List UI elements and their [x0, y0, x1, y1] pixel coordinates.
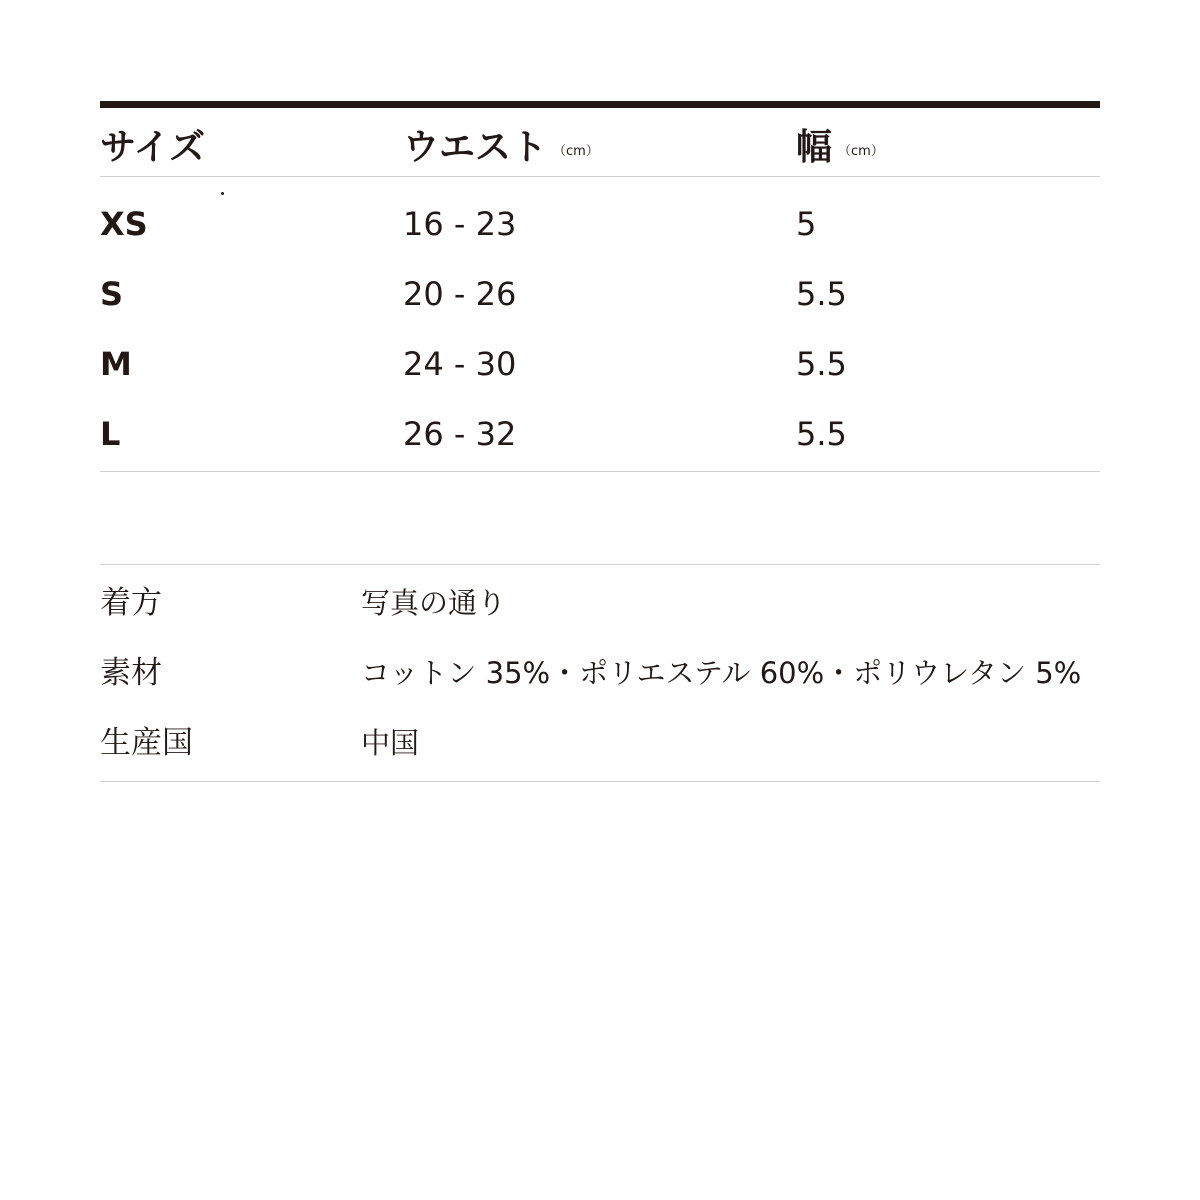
info-value: コットン 35%・ポリエステル 60%・ポリウレタン 5% — [361, 656, 1082, 690]
row-size: L — [100, 415, 121, 453]
header-size-label: サイズ — [100, 127, 206, 168]
stray-dot — [221, 192, 224, 195]
size-table-header — [100, 108, 1100, 177]
row-width: 5.5 — [796, 275, 847, 313]
header-size — [100, 124, 205, 172]
row-waist: 16 - 23 — [403, 205, 517, 243]
table-row — [100, 189, 1100, 259]
size-table — [100, 101, 1100, 472]
size-table-body — [100, 177, 1100, 472]
info-label: 生産国 — [100, 725, 193, 761]
row-waist: 24 - 30 — [403, 345, 517, 383]
info-label: 着方 — [100, 585, 162, 621]
info-table — [100, 564, 1100, 782]
header-width-unit: （cm） — [838, 144, 884, 159]
row-width: 5 — [796, 205, 817, 243]
table-row — [100, 259, 1100, 329]
table-top-rule — [100, 101, 1100, 108]
row-waist: 20 - 26 — [403, 275, 517, 313]
row-waist: 26 - 32 — [403, 415, 517, 453]
header-waist-label: ウエスト — [403, 127, 548, 168]
row-width: 5.5 — [796, 415, 847, 453]
header-waist — [403, 124, 599, 176]
header-width — [796, 124, 884, 176]
row-size: S — [100, 275, 124, 313]
header-width-label: 幅 — [796, 127, 833, 168]
row-size: XS — [100, 205, 148, 243]
info-row — [100, 568, 1100, 638]
info-label: 素材 — [100, 655, 162, 691]
table-row — [100, 329, 1100, 399]
row-size: M — [100, 345, 132, 383]
table-row — [100, 399, 1100, 469]
info-row — [100, 708, 1100, 778]
info-value: 写真の通り — [361, 586, 507, 620]
header-waist-unit: （cm） — [553, 144, 599, 159]
info-row — [100, 638, 1100, 708]
row-width: 5.5 — [796, 345, 847, 383]
info-value: 中国 — [361, 726, 420, 760]
